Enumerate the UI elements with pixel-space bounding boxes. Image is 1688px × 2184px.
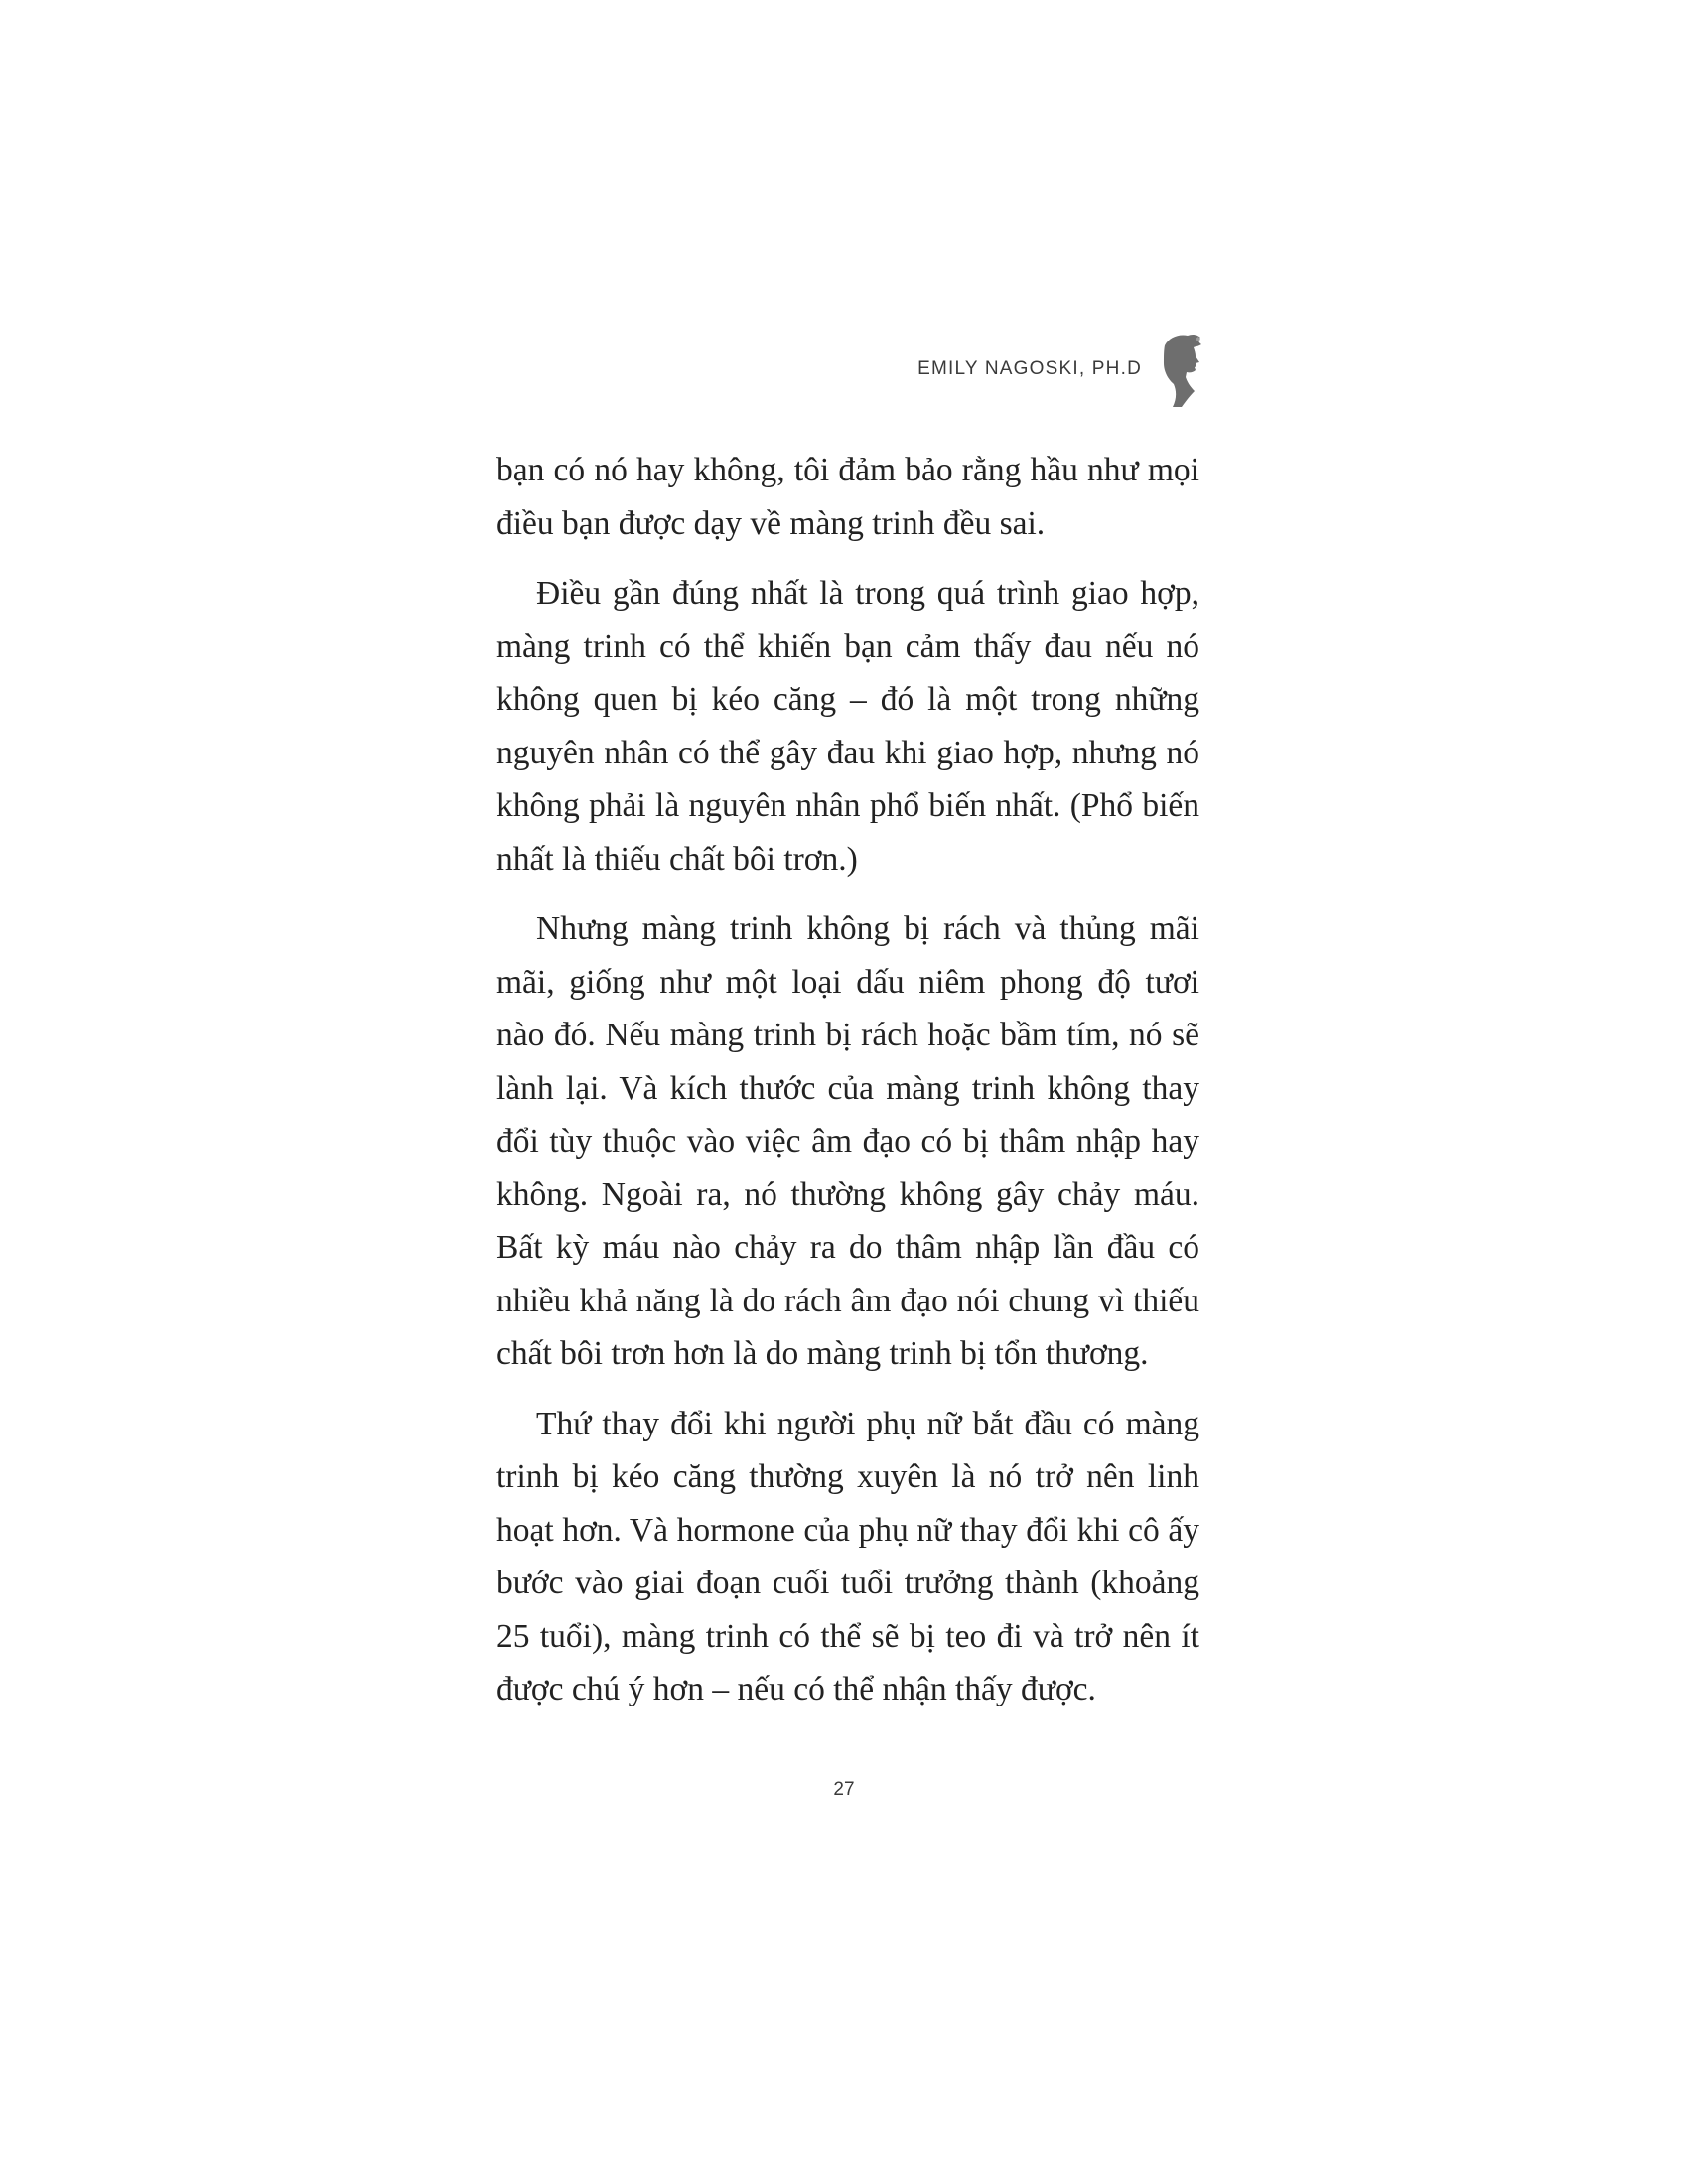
woman-profile-silhouette-icon bbox=[1155, 332, 1204, 407]
page-number: 27 bbox=[833, 1779, 855, 1800]
body-text bbox=[496, 444, 1199, 1733]
paragraph: bạn có nó hay không, tôi đảm bảo rằng hầu như mọi điều bạn được dạy về màng trinh đều sai. bbox=[496, 452, 1199, 542]
paragraph: Thứ thay đổi khi người phụ nữ bắt đầu có màng trinh bị kéo căng thường xuyên là nó trở nên linh hoạt hơn. Và hormone của phụ nữ thay đổi khi cô ấy bước vào giai đoạn cuối tuổi trưởng thành (khoảng 25 tuổi), màng trinh có thể sẽ bị teo đi và trở nên ít được chú ý hơn – nếu có thể nhận thấy được. bbox=[496, 1405, 1199, 1707]
paragraph: Nhưng màng trinh không bị rách và thủng mãi mãi, giống như một loại dấu niêm phong độ tươi nào đó. Nếu màng trinh bị rách hoặc bầm tím, nó sẽ lành lại. Và kích thước của màng trinh không thay đổi tùy thuộc vào việc âm đạo có bị thâm nhập hay không. Ngoài ra, nó thường không gây chảy máu. Bất kỳ máu nào chảy ra do thâm nhập lần đầu có nhiều khả năng là do rách âm đạo nói chung vì thiếu chất bôi trơn hơn là do màng trinh bị tổn thương. bbox=[496, 910, 1199, 1372]
running-head: EMILY NAGOSKI, PH.D bbox=[917, 358, 1142, 379]
paragraph: Điều gần đúng nhất là trong quá trình giao hợp, màng trinh có thể khiến bạn cảm thấy đau nếu nó không quen bị kéo căng – đó là một trong những nguyên nhân có thể gây đau khi giao hợp, nhưng nó không phải là nguyên nhân phổ biến nhất. (Phổ biến nhất là thiếu chất bôi trơn.) bbox=[496, 575, 1199, 878]
